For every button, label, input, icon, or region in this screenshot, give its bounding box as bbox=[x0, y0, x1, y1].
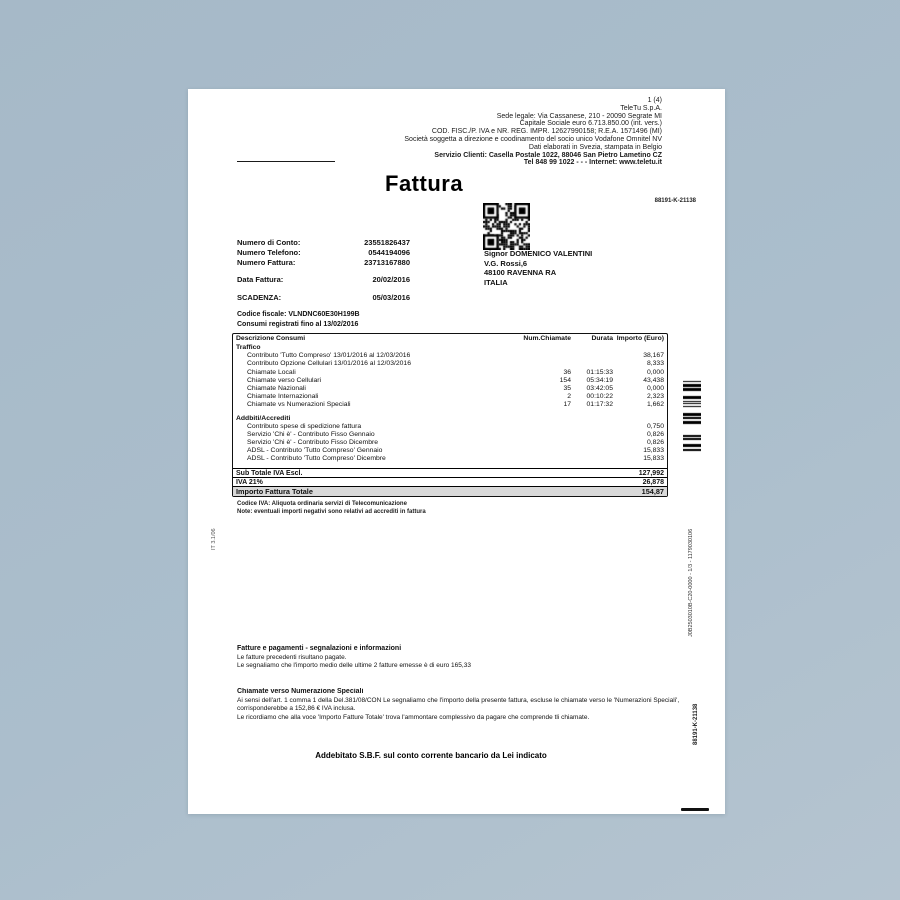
row-description: Chiamate verso Cellulari bbox=[247, 376, 322, 384]
account-row bbox=[237, 238, 410, 248]
row-duration: 03:42:05 bbox=[586, 384, 613, 392]
row-description: Contributo 'Tutto Compreso' 13/01/2016 al 12/03/2016 bbox=[247, 352, 411, 360]
row-amount: 0,750 bbox=[646, 422, 664, 430]
company-header-line: Sede legale: Via Cassanese, 210 - 20090 Segrate MI bbox=[496, 112, 662, 120]
col-header-calls: Num.Chiamate bbox=[523, 335, 571, 342]
row-description: Chiamate Internazionali bbox=[247, 393, 319, 401]
col-header-amount: Importo (Euro) bbox=[616, 335, 664, 342]
consumption-table bbox=[232, 333, 668, 497]
table-note-line: Codice IVA: Aliquota ordinaria servizi di Telecomunicazione bbox=[237, 501, 407, 507]
qr-code-icon bbox=[483, 203, 530, 250]
row-calls bbox=[481, 352, 571, 360]
row-amount: 0,000 bbox=[646, 384, 664, 392]
table-row bbox=[233, 431, 667, 439]
total-row bbox=[233, 477, 667, 486]
row-amount: 43,438 bbox=[643, 376, 664, 384]
reference-code: 88191-K-21138 bbox=[654, 198, 696, 204]
table-row bbox=[233, 439, 667, 447]
row-duration bbox=[571, 439, 613, 447]
row-description: Chiamate vs Numerazioni Speciali bbox=[247, 401, 351, 409]
due-date-label: SCADENZA: bbox=[237, 293, 282, 302]
table-note-line: Note: eventuali importi negativi sono relativi ad accrediti in fattura bbox=[237, 509, 426, 515]
table-row bbox=[233, 423, 667, 431]
total-label: Sub Totale IVA Escl. bbox=[236, 469, 303, 477]
top-left-rule bbox=[237, 161, 335, 162]
account-label: Numero di Conto: bbox=[237, 238, 301, 247]
row-description: Servizio 'Chi è' - Contributo Fisso Dicembre bbox=[247, 439, 379, 447]
table-row bbox=[233, 393, 667, 401]
row-duration: 05:34:19 bbox=[586, 376, 613, 384]
payments-line: Le segnaliamo che l'importo medio delle ultime 2 fatture emesse è di euro 165,33 bbox=[237, 662, 471, 669]
account-value: 0544194096 bbox=[368, 248, 410, 257]
row-calls: 2 bbox=[567, 393, 571, 401]
row-calls bbox=[481, 455, 571, 463]
row-amount: 0,826 bbox=[646, 430, 664, 438]
company-header bbox=[242, 97, 662, 167]
barcode-icon bbox=[683, 377, 701, 452]
row-duration: 00:10:22 bbox=[586, 393, 613, 401]
totals-block bbox=[233, 468, 667, 496]
row-description: ADSL - Contributo 'Tutto Compreso' Gennaio bbox=[247, 447, 383, 455]
table-section bbox=[233, 415, 667, 464]
recipient-address-line: Signor DOMENICO VALENTINI bbox=[484, 249, 593, 258]
page-title: Fattura bbox=[385, 171, 464, 196]
invoice-page bbox=[188, 89, 725, 814]
reference-code-vertical: 88191-K-21138 bbox=[693, 703, 699, 745]
row-duration: 01:15:33 bbox=[586, 368, 613, 376]
row-amount: 15,833 bbox=[643, 447, 664, 455]
row-amount: 1,662 bbox=[646, 401, 664, 409]
table-row bbox=[233, 369, 667, 377]
row-description: Chiamate Locali bbox=[247, 368, 296, 376]
payments-section bbox=[237, 645, 471, 671]
special-numbers-line: Le ricordiamo che alla voce 'Importo Fatture Totale' trova l'ammontare complessivo da pagare che comprende tli chiamate. bbox=[237, 713, 590, 721]
row-calls bbox=[481, 360, 571, 368]
total-row bbox=[233, 486, 667, 496]
due-date-row bbox=[237, 293, 410, 303]
payments-heading: Fatture e pagamenti - segnalazioni e informazioni bbox=[237, 645, 402, 652]
row-amount: 8,333 bbox=[646, 360, 664, 368]
row-description: Contributo Opzione Cellulari 13/01/2016 al 12/03/2016 bbox=[247, 360, 411, 368]
row-duration: 01:17:32 bbox=[586, 401, 613, 409]
company-header-line: Società soggetta a direzione e coodinamento del socio unico Vodafone Omnitel NV bbox=[404, 135, 662, 143]
total-label: Importo Fattura Totale bbox=[236, 487, 313, 496]
account-row bbox=[237, 258, 410, 268]
special-numbers-section bbox=[237, 688, 679, 722]
row-duration bbox=[571, 431, 613, 439]
row-amount: 38,167 bbox=[643, 352, 664, 360]
row-calls bbox=[481, 447, 571, 455]
fiscal-code: Codice fiscale: VLNDNC60E30H199B bbox=[237, 311, 360, 318]
recipient-address bbox=[484, 249, 592, 287]
total-amount: 127,992 bbox=[638, 469, 664, 477]
table-row bbox=[233, 401, 667, 409]
col-header-description: Descrizione Consumi bbox=[236, 335, 306, 342]
table-row bbox=[233, 377, 667, 385]
row-duration bbox=[571, 455, 613, 463]
recipient-address-line: V.G. Rossi,6 bbox=[484, 258, 528, 268]
row-description: Contributo spese di spedizione fattura bbox=[247, 422, 362, 430]
total-amount: 154,87 bbox=[641, 487, 664, 496]
row-duration bbox=[571, 447, 613, 455]
row-calls bbox=[481, 439, 571, 447]
row-amount: 15,833 bbox=[643, 455, 664, 463]
company-header-line: COD. FISC./P. IVA e NR. REG. IMPR. 12627990158; R.E.A. 1571496 (MI) bbox=[431, 128, 662, 136]
company-header-line: Servizio Clienti: Casella Postale 1022, 88046 San Pietro Lametino CZ bbox=[434, 151, 662, 159]
company-header-line: Dati elaborati in Svezia, stampata in Belgio bbox=[528, 143, 662, 151]
row-calls: 36 bbox=[563, 368, 571, 376]
recipient-address-line: 48100 RAVENNA RA bbox=[484, 268, 557, 277]
recipient-address-line: ITALIA bbox=[484, 277, 508, 287]
row-calls bbox=[481, 431, 571, 439]
account-details bbox=[237, 238, 410, 303]
account-label: Numero Fattura: bbox=[237, 258, 296, 267]
special-numbers-heading: Chiamate verso Numerazione Speciali bbox=[237, 688, 364, 695]
company-header-line: TeleTu S.p.A. bbox=[620, 104, 662, 112]
invoice-date-row bbox=[237, 275, 410, 285]
account-value: 23713167880 bbox=[364, 258, 410, 267]
table-header-row bbox=[233, 334, 667, 344]
row-amount: 0,000 bbox=[646, 368, 664, 376]
registration-mark bbox=[681, 808, 709, 811]
col-header-duration: Durata bbox=[591, 335, 613, 342]
account-value: 23551826437 bbox=[364, 238, 410, 247]
table-row bbox=[233, 385, 667, 393]
table-notes bbox=[237, 500, 426, 516]
row-description: ADSL - Contributo 'Tutto Compreso' Dicembre bbox=[247, 455, 386, 463]
table-section-title: Traffico bbox=[236, 344, 261, 351]
company-header-line: Tel 848 99 1022 - - - Internet: www.teletu.it bbox=[523, 159, 662, 167]
row-duration bbox=[571, 360, 613, 368]
job-code-vertical: J0B2503010B-C20-0000 - 1/3 - 1179030106 bbox=[688, 528, 694, 637]
company-header-line: 1 (4) bbox=[647, 97, 662, 104]
table-row bbox=[233, 360, 667, 368]
invoice-date-value: 20/02/2016 bbox=[372, 275, 410, 284]
row-calls: 17 bbox=[563, 401, 571, 409]
table-section bbox=[233, 344, 667, 410]
company-header-line: Capitale Sociale euro 6.713.850.00 (int. vers.) bbox=[519, 120, 662, 128]
table-row bbox=[233, 455, 667, 463]
table-row bbox=[233, 447, 667, 455]
row-calls: 35 bbox=[563, 384, 571, 392]
account-label: Numero Telefono: bbox=[237, 248, 301, 257]
row-description: Chiamate Nazionali bbox=[247, 384, 306, 392]
table-row bbox=[233, 352, 667, 360]
special-numbers-line: Ai sensi dell'art. 1 comma 1 della Del.381/08/CON Le segnaliamo che l'importo della presente fattura, escluse le chiamate verso le 'Numerazioni Speciali', bbox=[237, 696, 680, 704]
payments-line: Le fatture precedenti risultano pagate. bbox=[237, 653, 347, 661]
row-duration bbox=[571, 423, 613, 431]
row-calls: 154 bbox=[559, 376, 571, 384]
form-code-vertical: IT 3.1/06 bbox=[211, 528, 217, 550]
due-date-value: 05/03/2016 bbox=[372, 293, 410, 302]
row-calls bbox=[481, 423, 571, 431]
row-duration bbox=[571, 352, 613, 360]
account-row bbox=[237, 248, 410, 258]
consumption-period: Consumi registrati fino al 13/02/2016 bbox=[237, 321, 359, 328]
invoice-date-label: Data Fattura: bbox=[237, 275, 284, 284]
table-section-title: Addbiti/Accrediti bbox=[236, 414, 291, 422]
debit-notice: Addebitato S.B.F. sul conto corrente bancario da Lei indicato bbox=[315, 751, 547, 760]
total-amount: 26,878 bbox=[642, 478, 664, 486]
total-row bbox=[233, 468, 667, 477]
special-numbers-line: corrisponderebbe a 152,86 € IVA inclusa. bbox=[237, 705, 356, 712]
row-description: Servizio 'Chi è' - Contributo Fisso Gennaio bbox=[247, 430, 375, 438]
row-amount: 2,323 bbox=[646, 393, 664, 401]
row-amount: 0,826 bbox=[646, 439, 664, 447]
total-label: IVA 21% bbox=[236, 478, 263, 486]
